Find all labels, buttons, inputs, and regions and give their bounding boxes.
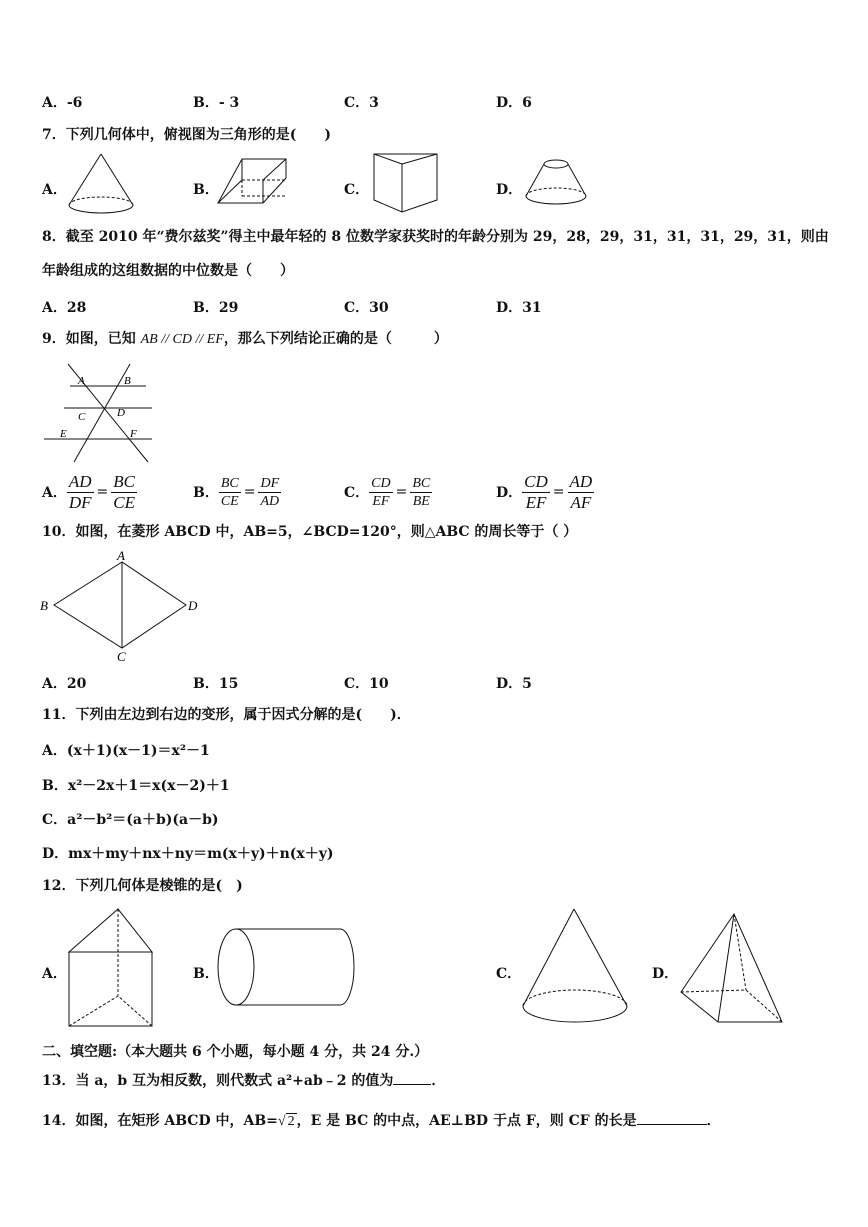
q9-c-frac1 [369,475,392,510]
q11-option-d: D．mx＋my＋nx＋ny＝m(x＋y)＋n(x＋y) [42,846,334,862]
q12-stem: 12．下列几何体是棱锥的是( ) [42,878,243,894]
q8-option-a: A．28 [42,300,87,316]
q9-b-frac2 [258,475,281,510]
q10-option-c: C．10 [344,676,389,692]
q9-b-frac1 [219,475,241,510]
q9-a-num2: BC [113,471,136,491]
q9-stem-math: AB // CD // EF [140,332,224,347]
q12-pyramid-figure [678,910,784,1026]
q9-parallel-lines-figure [44,362,154,466]
q7-option-a: A． [42,182,67,198]
q9-option-a-label: A． [42,485,67,501]
q9-d-frac2 [568,472,595,513]
q8-option-b: B．29 [193,300,239,316]
q8-stem-line1: 8．截至 2010 年“费尔兹奖”得主中最年轻的 8 位数学家获奖时的年龄分别为 29，28，29，31，31，31，29，31，则由 [42,229,829,245]
q9-a-den2: CE [113,492,136,512]
q9-stem-suffix: ，那么下列结论正确的是（ ） [223,331,448,347]
q9-option-c [344,470,432,514]
q14-stem-suffix: ，E 是 BC 的中点，AE⊥BD 于点 F，则 CF 的长是 [296,1113,637,1129]
q9-a-frac2 [111,472,137,513]
q10-stem: 10．如图，在菱形 ABCD 中，AB=5，∠BCD=120°，则△ABC 的周长等于（ ） [42,524,578,540]
q10-label-b: B [40,598,48,613]
q9-d-den2: AF [570,492,592,512]
q9-label-f: F [130,428,137,440]
q9-c-num2: BC [412,475,431,491]
q7-prism-figure [218,158,290,208]
q7-frustum-figure [524,156,588,210]
q12-option-c: C． [496,966,522,982]
q10-rhombus-figure [38,548,204,666]
q7-triangular-prism-figure [372,152,440,214]
q9-label-d: D [117,407,125,419]
q8-option-c: C．30 [344,300,389,316]
q11-option-b: B．x²－2x＋1＝x(x－2)＋1 [42,778,230,794]
q9-label-c: C [78,411,86,423]
q10-label-a: A [117,548,125,563]
q6-option-a: A．-6 [42,95,83,111]
q10-option-d: D．5 [496,676,532,692]
q14-stem-prefix: 14．如图，在矩形 ABCD 中，AB= [42,1113,278,1129]
q12-option-d: D． [652,966,679,982]
q13-stem-end: ． [431,1073,446,1089]
q9-b-eq: = [243,484,256,500]
q9-label-e: E [60,428,67,440]
q9-label-b: B [124,375,131,387]
q9-d-num2: AD [569,471,593,491]
q12-cone-figure [520,906,630,1028]
q10-option-a: A．20 [42,676,87,692]
q13-stem-text: 13．当 a，b 互为相反数，则代数式 a²+ab﹣2 的值为 [42,1073,394,1089]
q9-option-b-label: B． [193,485,219,501]
q13-answer-blank[interactable] [393,1070,431,1085]
section-2-heading: 二、填空题:（本大题共 6 个小题，每小题 4 分，共 24 分.） [42,1044,429,1060]
q9-option-b [193,470,281,514]
q8-stem-line2: 年龄组成的这组数据的中位数是（ ） [42,263,294,279]
q9-b-num2: DF [260,475,280,491]
q8-option-d: D．31 [496,300,542,316]
q9-option-d [496,470,594,514]
q14-stem-end: ． [706,1113,721,1129]
q9-a-den1: DF [68,492,92,512]
q6-option-d: D．6 [496,95,532,111]
q10-label-c: C [117,649,126,664]
q9-a-num1: AD [68,471,92,491]
q7-option-d: D． [496,182,523,198]
q9-c-den1: EF [372,493,390,509]
q7-option-b: B． [193,182,219,198]
q6-option-c: C．3 [344,95,379,111]
q13-stem [42,1070,445,1090]
q14-stem [42,1110,721,1131]
q9-d-eq: = [552,484,565,500]
q9-c-eq: = [395,484,408,500]
q10-label-d: D [188,598,198,613]
q14-answer-blank[interactable] [637,1110,707,1125]
q9-c-den2: BE [412,493,430,509]
q14-radicand: 2 [287,1114,295,1129]
q9-option-d-label: D． [496,485,523,501]
q12-option-b: B． [193,966,219,982]
q11-option-a: A．(x＋1)(x－1)＝x²－1 [42,743,210,759]
q14-sqrt: √ 2 [277,1114,295,1129]
q9-c-frac2 [410,475,432,510]
q10-option-b: B．15 [193,676,239,692]
q9-option-c-label: C． [344,485,370,501]
q12-prism-figure [66,906,156,1030]
q9-stem [42,330,448,349]
q9-c-num1: CD [371,475,391,491]
q12-cylinder-figure [216,925,358,1011]
q9-label-a: A [78,375,85,387]
q9-b-num1: BC [220,475,239,491]
q9-a-eq: = [96,484,109,500]
q7-stem: 7．下列几何体中，俯视图为三角形的是( ) [42,127,331,143]
q11-option-c: C．a²－b²＝(a＋b)(a－b) [42,812,219,828]
q7-option-c: C． [344,182,370,198]
q9-a-frac1 [67,472,94,513]
q9-b-den2: AD [260,493,280,509]
q11-stem: 11．下列由左边到右边的变形，属于因式分解的是( )． [42,707,411,723]
q6-option-b: B．- 3 [193,95,240,111]
q7-cone-figure [66,150,136,220]
q9-stem-prefix: 9．如图，已知 [42,331,141,347]
q9-d-num1: CD [524,471,548,491]
q9-option-a [42,470,137,514]
q12-option-a: A． [42,966,67,982]
q9-b-den1: CE [220,493,239,509]
q9-d-frac1 [522,472,550,513]
q9-d-den1: EF [525,492,547,512]
